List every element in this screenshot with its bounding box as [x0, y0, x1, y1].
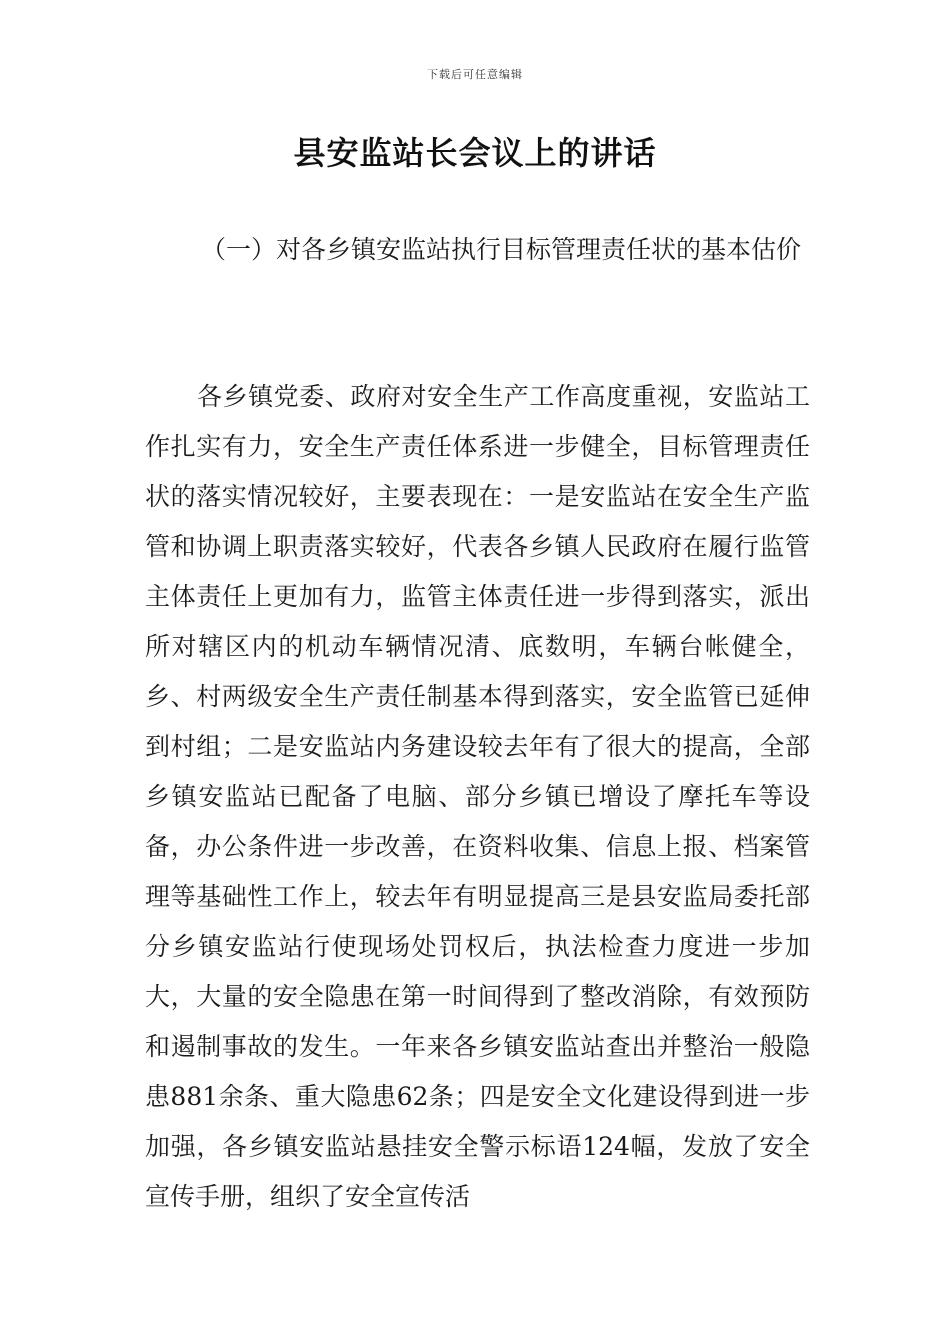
section-heading: （一）对各乡镇安监站执行目标管理责任状的基本估价 [201, 235, 802, 264]
header-note: 下载后可任意编辑 [427, 68, 523, 81]
document-title: 县安监站长会议上的讲话 [293, 134, 657, 172]
body-paragraph: 各乡镇党委、政府对安全生产工作高度重视，安监站工作扎实有力，安全生产责任体系进一步健全，目标管理责任状的落实情况较好，主要表现在：一是安监站在安全生产监管和协调上职责落实较好，代表各乡镇人民政府在履行监管主体责任上更加有力，监管主体责任进一步得到落实，派出所对辖区内的机动车辆情况清、底数明，车辆台帐健全，乡、村两级安全生产责任制基本得到落实，安全监管已延伸到村组；二是安监站内务建设较去年有了很大的提高，全部乡镇安监站已配备了电脑、部分乡镇已增设了摩托车等设备，办公条件进一步改善，在资料收集、信息上报、档案管理等基础性工作上，较去年有明显提高三是县安监局委托部分乡镇安监站行使现场处罚权后，执法检查力度进一步加大，大量的安全隐患在第一时间得到了整改消除，有效预防和遏制事故的发生。一年来各乡镇安监站查出并整治一般隐患881余条、重大隐患62条；四是安全文化建设得到进一步加强，各乡镇安监站悬挂安全警示标语124幅，发放了安全宣传手册，组织了安全宣传活 [145, 382, 810, 1211]
